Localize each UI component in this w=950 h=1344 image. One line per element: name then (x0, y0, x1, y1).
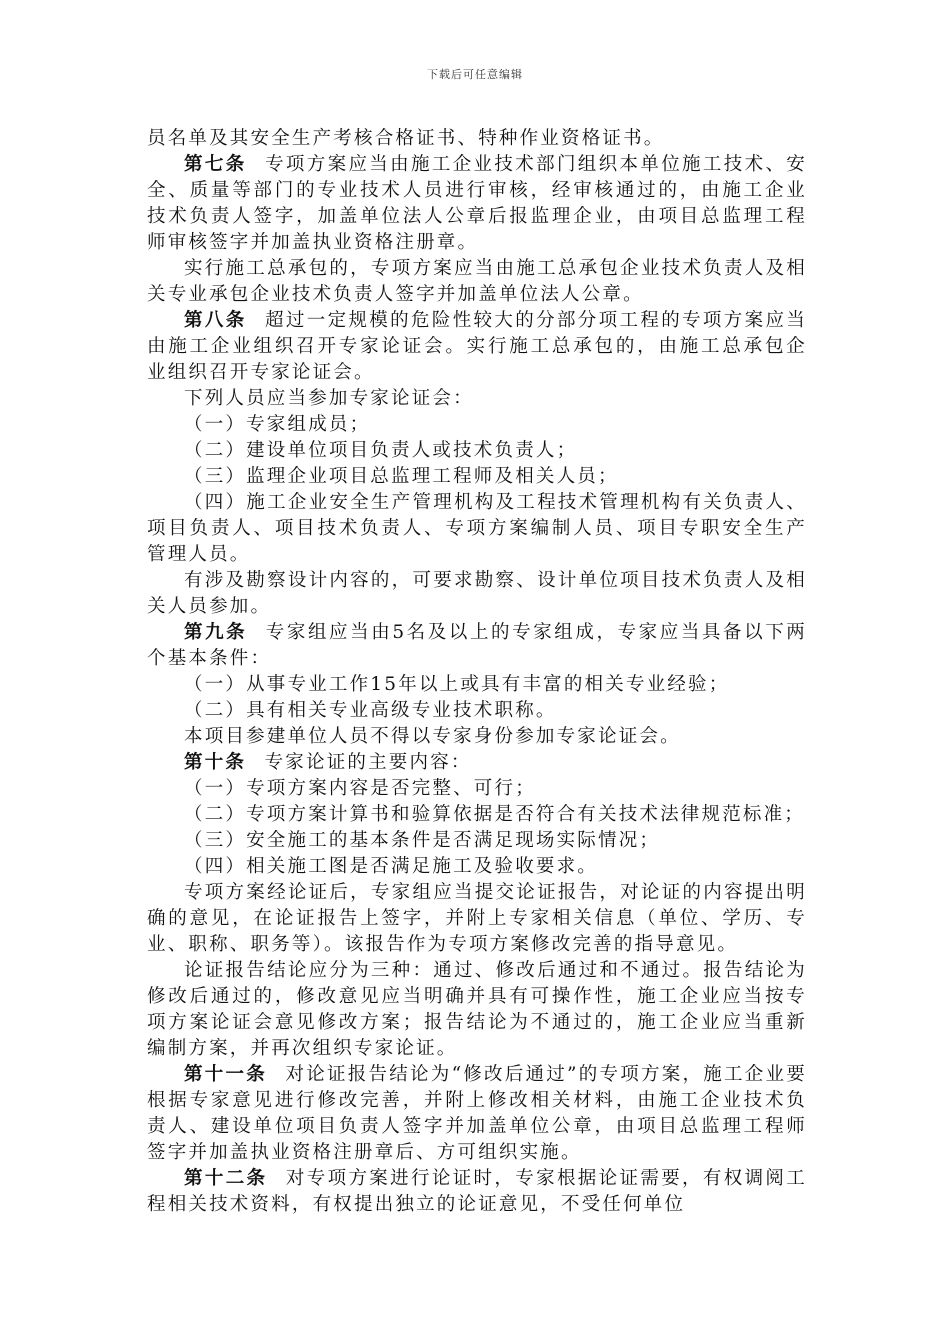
paragraph-text: 实行施工总承包的，专项方案应当由施工总承包企业技术负责人及相关专业承包企业技术负责人签字并加盖单位法人公章。 (147, 258, 807, 305)
paragraph-text: 专项方案经论证后，专家组应当提交论证报告，对论证的内容提出明确的意见，在论证报告上签字，并附上专家相关信息（单位、学历、专业、职称、职务等）。该报告作为专项方案修改完善的指导意见。 (147, 882, 807, 955)
body-paragraph (147, 880, 807, 958)
body-paragraph (147, 776, 807, 802)
paragraph-text: （三）监理企业项目总监理工程师及相关人员； (184, 466, 619, 487)
article-paragraph (147, 308, 807, 386)
article-paragraph (147, 620, 807, 672)
body-paragraph (147, 490, 807, 568)
article-number: 第十二条 (184, 1168, 268, 1189)
article-paragraph (147, 1062, 807, 1166)
body-paragraph (147, 386, 807, 412)
body-paragraph (147, 698, 807, 724)
paragraph-text: 本项目参建单位人员不得以专家身份参加专家论证会。 (184, 726, 681, 747)
paragraph-text: 下列人员应当参加专家论证会： (184, 388, 474, 409)
paragraph-text: （三）安全施工的基本条件是否满足现场实际情况； (184, 830, 661, 851)
paragraph-text: （一）专项方案内容是否完整、可行； (184, 778, 536, 799)
body-paragraph (147, 854, 807, 880)
paragraph-text: （四）相关施工图是否满足施工及验收要求。 (184, 856, 599, 877)
body-paragraph (147, 568, 807, 620)
paragraph-text: 超过一定规模的危险性较大的分部分项工程的专项方案应当由施工企业组织召开专家论证会。实行施工总承包的，由施工总承包企业组织召开专家论证会。 (147, 310, 808, 383)
paragraph-text: （二）建设单位项目负责人或技术负责人； (184, 440, 578, 461)
paragraph-text: 专家论证的主要内容： (264, 752, 472, 773)
article-paragraph (147, 750, 807, 776)
body-paragraph (147, 672, 807, 698)
article-paragraph (147, 152, 807, 256)
paragraph-text: 对专项方案进行论证时，专家根据论证需要，有权调阅工程相关技术资料，有权提出独立的论证意见，不受任何单位 (147, 1168, 807, 1215)
paragraph-text: （四）施工企业安全生产管理机构及工程技术管理机构有关负责人、项目负责人、项目技术负责人、专项方案编制人员、项目专职安全生产管理人员。 (147, 492, 807, 565)
body-paragraph (147, 724, 807, 750)
article-number: 第十一条 (184, 1064, 268, 1085)
body-paragraph (147, 438, 807, 464)
body-paragraph (147, 256, 807, 308)
paragraph-text: 对论证报告结论为“修改后通过”的专项方案，施工企业要根据专家意见进行修改完善，并附上修改相关材料，由施工企业技术负责人、建设单位项目负责人签字并加盖单位公章，由项目总监理工程师签字并加盖执业资格注册章后、方可组织实施。 (147, 1064, 807, 1163)
body-paragraph (147, 828, 807, 854)
paragraph-text: 员名单及其安全生产考核合格证书、特种作业资格证书。 (147, 128, 665, 149)
body-paragraph (147, 126, 807, 152)
body-paragraph (147, 958, 807, 1062)
paragraph-text: （二）专项方案计算书和验算依据是否符合有关技术法律规范标准； (184, 804, 806, 825)
article-number: 第八条 (184, 310, 247, 331)
paragraph-text: （一）从事专业工作15年以上或具有丰富的相关专业经验； (184, 674, 730, 695)
paragraph-text: （一）专家组成员； (184, 414, 371, 435)
body-paragraph (147, 412, 807, 438)
body-paragraph (147, 802, 807, 828)
paragraph-text: 专家组应当由5名及以上的专家组成，专家应当具备以下两个基本条件： (147, 622, 807, 669)
paragraph-text: 论证报告结论应分为三种：通过、修改后通过和不通过。报告结论为修改后通过的，修改意见应当明确并具有可操作性，施工企业应当按专项方案论证会意见修改方案；报告结论为不通过的，施工企业应当重新编制方案，并再次组织专家论证。 (147, 960, 807, 1059)
paragraph-text: 有涉及勘察设计内容的，可要求勘察、设计单位项目技术负责人及相关人员参加。 (147, 570, 807, 617)
page-header: 下载后可任意编辑 (427, 68, 523, 81)
body-paragraph (147, 464, 807, 490)
article-number: 第九条 (184, 622, 248, 643)
article-number: 第十条 (184, 752, 247, 773)
article-number: 第七条 (184, 154, 247, 175)
article-paragraph (147, 1166, 807, 1218)
paragraph-text: （二）具有相关专业高级专业技术职称。 (184, 700, 557, 721)
document-body (147, 126, 807, 1218)
paragraph-text: 专项方案应当由施工企业技术部门组织本单位施工技术、安全、质量等部门的专业技术人员进行审核，经审核通过的，由施工企业技术负责人签字，加盖单位法人公章后报监理企业，由项目总监理工程师审核签字并加盖执业资格注册章。 (147, 154, 808, 253)
